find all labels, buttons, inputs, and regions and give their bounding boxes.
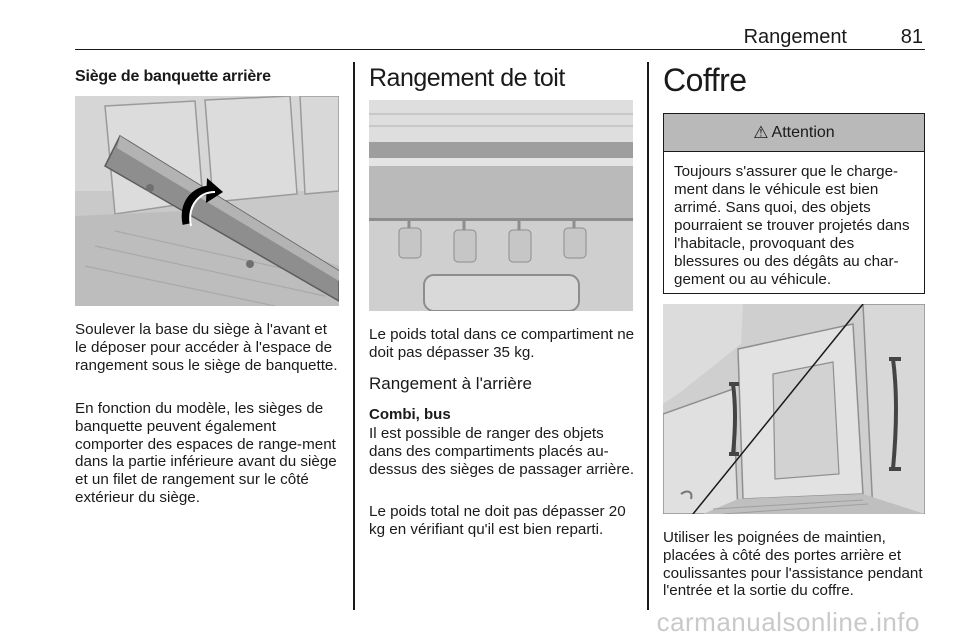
section-title: Rangement (743, 26, 847, 48)
column-divider-1 (353, 62, 355, 610)
warning-header (664, 114, 924, 152)
column-divider-2 (647, 62, 649, 610)
heading-trunk: Coffre (663, 62, 747, 98)
heading-rear-storage: Rangement à l'arrière (369, 374, 532, 393)
trunk-illustration (663, 304, 925, 514)
warning-triangle-icon: ⚠ (753, 122, 769, 142)
paragraph-rear-seat-2: En fonction du modèle, les sièges de banquette peuvent également comporter des espaces de range-ment dans la partie inférieure avant du siège et un filet de rangement sur le côté extérieur du siège. (75, 400, 337, 506)
heading-roof-storage: Rangement de toit (369, 64, 565, 92)
paragraph-rear-storage-1: Il est possible de ranger des objets dans des compartiments placés au-dessus des sièges de passager arrière. (369, 425, 635, 478)
paragraph-rear-storage-2: Le poids total ne doit pas dépasser 20 kg en vérifiant qu'il est bien reparti. (369, 503, 626, 538)
paragraph-trunk: Utiliser les poignées de maintien, placées à côté des portes arrière et coulissantes pour l'assistance pendant l'entrée et la sortie du coffre. (663, 529, 923, 600)
heading-combi-bus: Combi, bus (369, 406, 451, 423)
roof-storage-illustration (369, 100, 633, 311)
page-number: 81 (900, 26, 923, 48)
paragraph-roof-storage: Le poids total dans ce compartiment ne doit pas dépasser 35 kg. (369, 326, 635, 361)
page-header (75, 26, 925, 50)
warning-box (663, 113, 925, 294)
paragraph-rear-seat-1: Soulever la base du siège à l'avant et le déposer pour accéder à l'espace de rangement sous le siège de banquette. (75, 321, 338, 374)
rear-seat-illustration (75, 96, 339, 306)
heading-rear-bench-seat: Siège de banquette arrière (75, 68, 271, 85)
warning-text: Toujours s'assurer que le charge-ment dans le véhicule est bien arrimé. Sans quoi, des objets pourraient se trouver projetés dans l'habitacle, provoquant des blessures ou des dégâts au char-gement ou au véhicule. (674, 163, 910, 288)
watermark: carmanualsonline.info (656, 607, 920, 637)
warning-label: Attention (771, 123, 835, 141)
